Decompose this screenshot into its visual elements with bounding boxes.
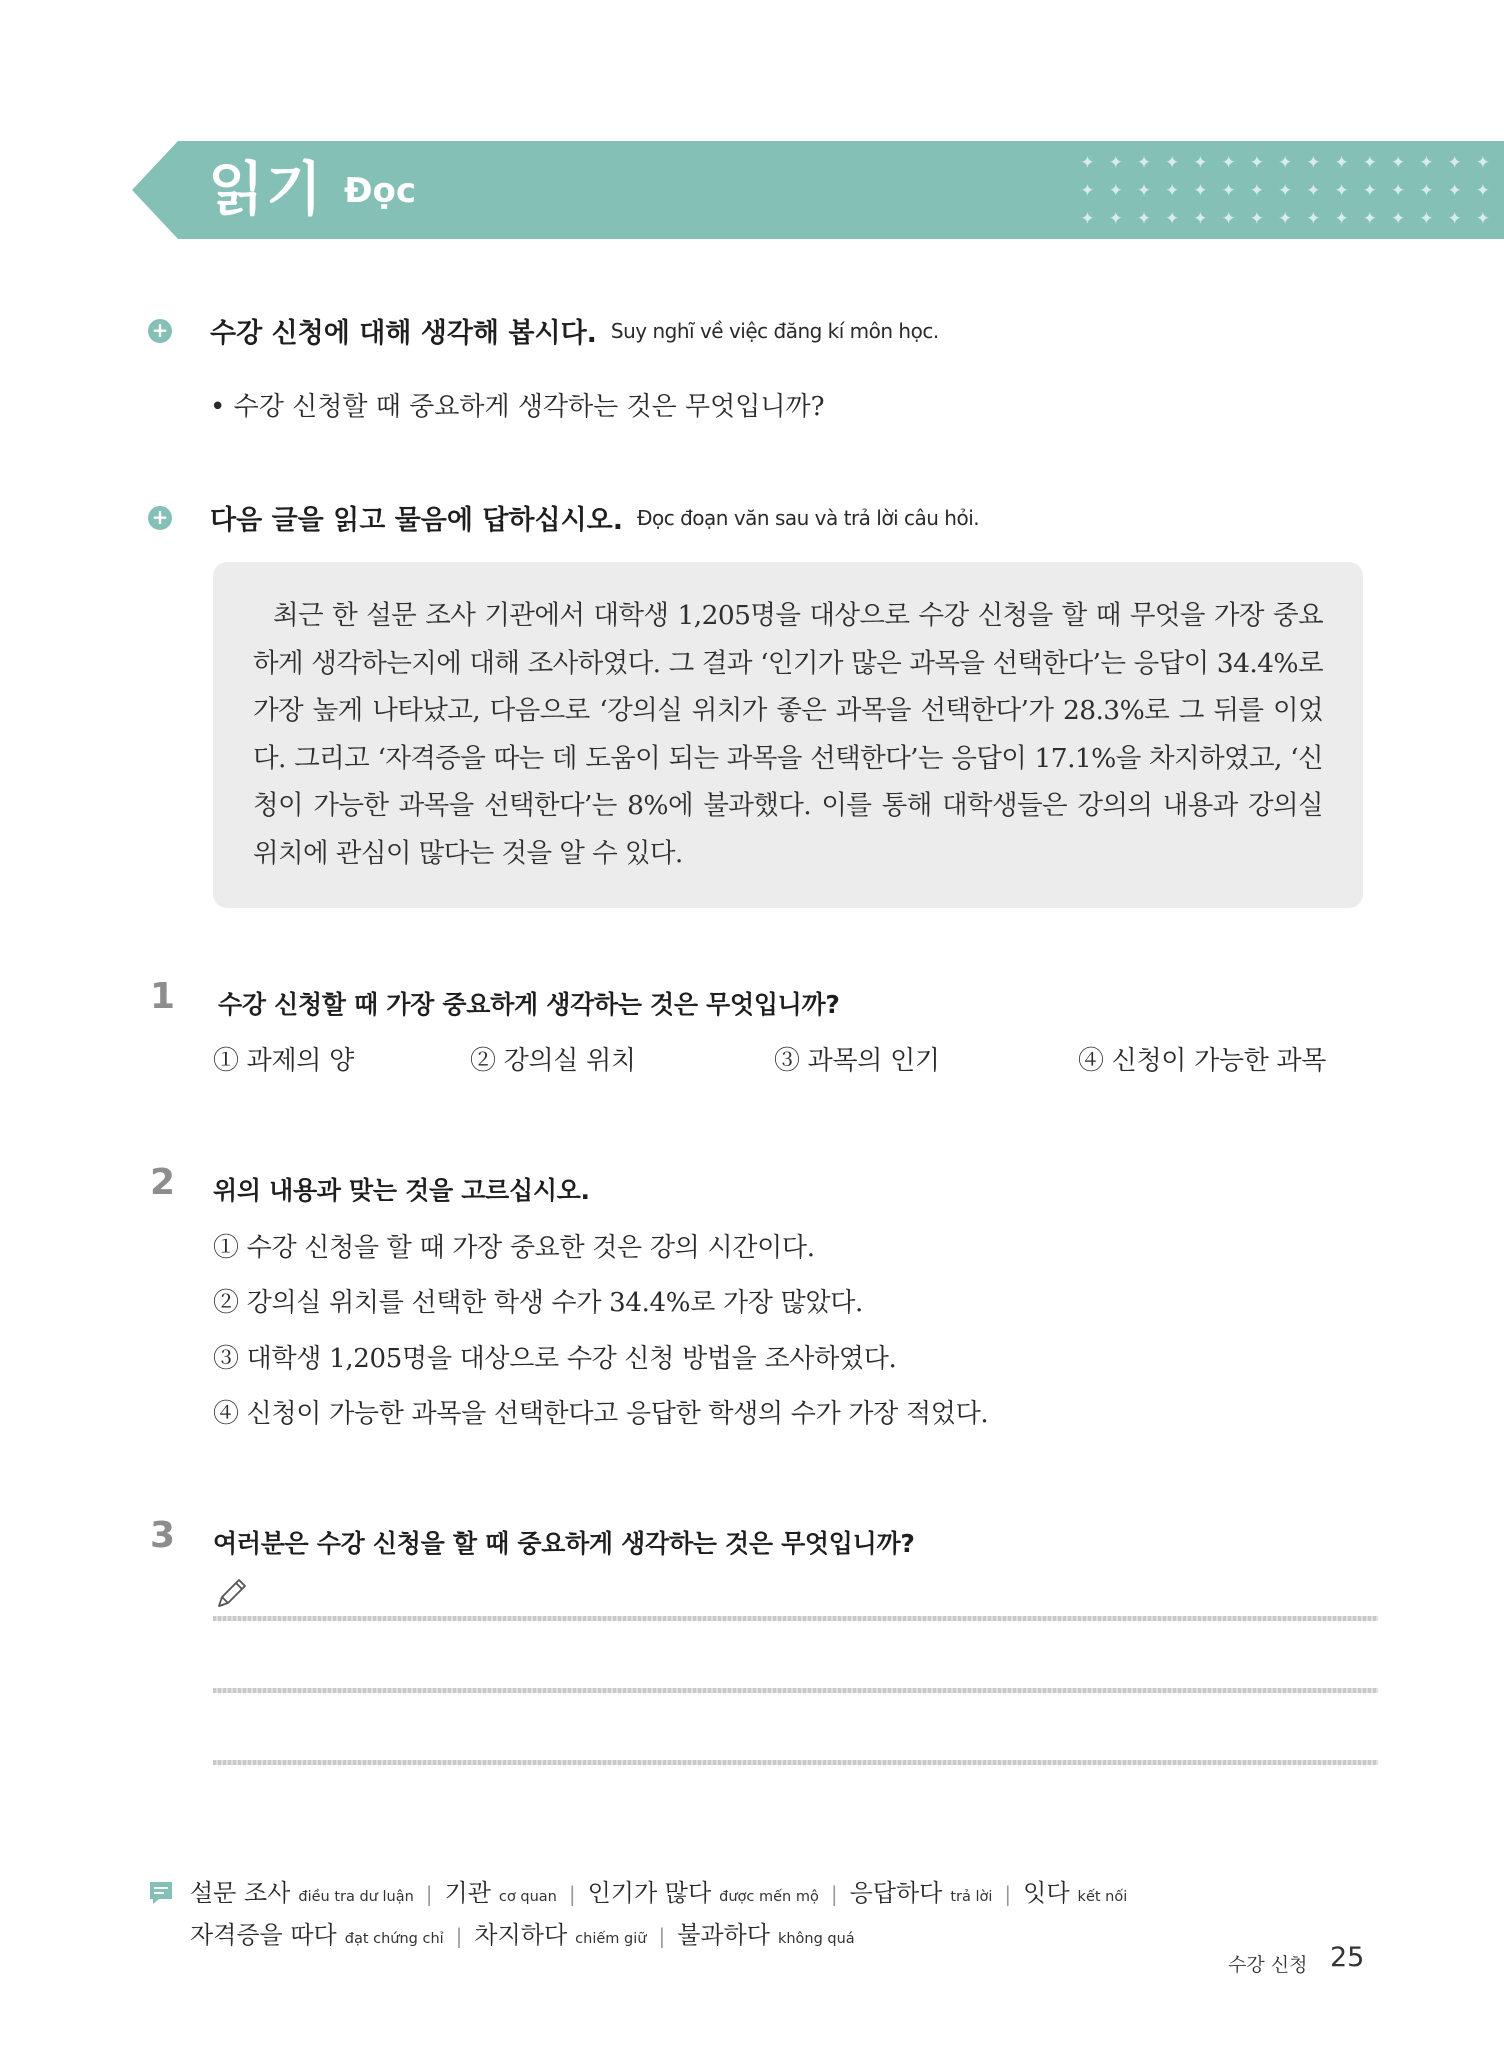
question-3-text: 여러분은 수강 신청을 할 때 중요하게 생각하는 것은 무엇입니까?: [213, 1529, 915, 1558]
vocab-divider: |: [658, 1924, 666, 1948]
vocab-divider: |: [568, 1882, 576, 1906]
vocab-divider: |: [425, 1882, 433, 1906]
reading-heading: [148, 498, 979, 537]
section-banner: [132, 141, 1504, 239]
vocab-divider: |: [1004, 1882, 1012, 1906]
vocab-term: 잇다: [1023, 1879, 1070, 1907]
note-icon: [148, 1880, 174, 1910]
question-1-text: 수강 신청할 때 가장 중요하게 생각하는 것은 무엇입니까?: [218, 990, 840, 1019]
plus-bullet-icon: +: [148, 506, 172, 530]
question-1-option-2[interactable]: ② 강의실 위치: [470, 1046, 636, 1076]
question-1-option-1[interactable]: ① 과제의 양: [213, 1046, 354, 1076]
vocab-meaning: không quá: [777, 1931, 855, 1947]
reading-heading-ko: 다음 글을 읽고 물음에 답하십시오.: [210, 505, 624, 536]
question-1-option-3[interactable]: ③ 과목의 인기: [774, 1046, 940, 1076]
section-title-vi: Đọc: [344, 171, 417, 211]
reading-passage: 최근 한 설문 조사 기관에서 대학생 1,205명을 대상으로 수강 신청을 할 때 무엇을 가장 중요하게 생각하는지에 대해 조사하였다. 그 결과 ‘인기가 많은 과목을 선택한다’는 응답이 34.4%로 가장 높게 나타났고, 다음으로 ‘강의실 위치가 좋은 과목을 선택한다’가 28.3%로 그 뒤를 이었다. 그리고 ‘자격증을 따는 데 도움이 되는 과목을 선택한다’는 응답이 17.1%을 차지하였고, ‘신청이 가능한 과목을 선택한다’는 8%에 불과했다. 이를 통해 대학생들은 강의의 내용과 강의실 위치에 관심이 많다는 것을 알 수 있다.: [253, 600, 1323, 869]
pre-reading-heading: [148, 311, 939, 350]
answer-line-2[interactable]: [213, 1688, 1378, 1693]
chapter-title: 수강 신청: [1228, 1954, 1308, 1976]
question-2-option-4[interactable]: ④ 신청이 가능한 과목을 선택한다고 응답한 학생의 수가 가장 적었다.: [213, 1399, 989, 1429]
vocab-term: 차지하다: [474, 1921, 568, 1949]
question-1-number: 1: [150, 976, 176, 1017]
reading-heading-vi: Đọc đoạn văn sau và trả lời câu hỏi.: [637, 505, 980, 530]
question-2-option-3[interactable]: ③ 대학생 1,205명을 대상으로 수강 신청 방법을 조사하였다.: [213, 1344, 897, 1374]
pencil-icon: [213, 1576, 249, 1616]
star-pattern: ✦✦✦✦✦✦✦✦✦✦✦✦✦✦✦ ✦✦✦✦✦✦✦✦✦✦✦✦✦✦✦ ✦✦✦✦✦✦✦✦✦✦✦✦✦✦✦: [1080, 153, 1504, 229]
vocab-meaning: trả lời: [950, 1889, 993, 1905]
vocab-divider: |: [830, 1882, 838, 1906]
vocab-term: 설문 조사: [190, 1879, 291, 1907]
question-1-option-4[interactable]: ④ 신청이 가능한 과목: [1078, 1046, 1327, 1076]
pre-reading-heading-vi: Suy nghĩ về việc đăng kí môn học.: [610, 318, 939, 343]
answer-line-1[interactable]: [213, 1616, 1378, 1621]
vocabulary-row-1: [190, 1873, 1127, 1908]
vocab-meaning: điều tra dư luận: [298, 1889, 414, 1905]
vocab-meaning: được mến mộ: [719, 1889, 819, 1905]
page-number: 25: [1330, 1942, 1365, 1973]
vocab-term: 기관: [444, 1879, 491, 1907]
vocabulary-row-2: [190, 1915, 855, 1950]
pre-reading-prompt: • 수강 신청할 때 중요하게 생각하는 것은 무엇입니까?: [210, 392, 825, 422]
question-2-number: 2: [150, 1162, 176, 1203]
vocab-meaning: cơ quan: [498, 1889, 557, 1905]
reading-passage-box: [213, 562, 1363, 908]
section-title: 읽기: [208, 155, 325, 223]
question-2-option-1[interactable]: ① 수강 신청을 할 때 가장 중요한 것은 강의 시간이다.: [213, 1233, 815, 1263]
question-2-text: 위의 내용과 맞는 것을 고르십시오.: [213, 1176, 590, 1205]
vocab-meaning: chiếm giữ: [575, 1931, 647, 1947]
answer-line-3[interactable]: [213, 1760, 1378, 1765]
vocab-divider: |: [455, 1924, 463, 1948]
question-2-option-2[interactable]: ② 강의실 위치를 선택한 학생 수가 34.4%로 가장 많았다.: [213, 1288, 863, 1318]
vocab-meaning: đạt chứng chỉ: [344, 1931, 444, 1947]
plus-bullet-icon: +: [148, 319, 172, 343]
question-3-number: 3: [150, 1515, 176, 1556]
pre-reading-heading-ko: 수강 신청에 대해 생각해 봅시다.: [210, 318, 597, 349]
vocab-meaning: kết nối: [1077, 1889, 1128, 1905]
vocab-term: 불과하다: [677, 1921, 770, 1949]
vocab-term: 인기가 많다: [587, 1879, 712, 1907]
vocab-term: 자격증을 따다: [190, 1921, 337, 1949]
vocab-term: 응답하다: [849, 1879, 943, 1907]
